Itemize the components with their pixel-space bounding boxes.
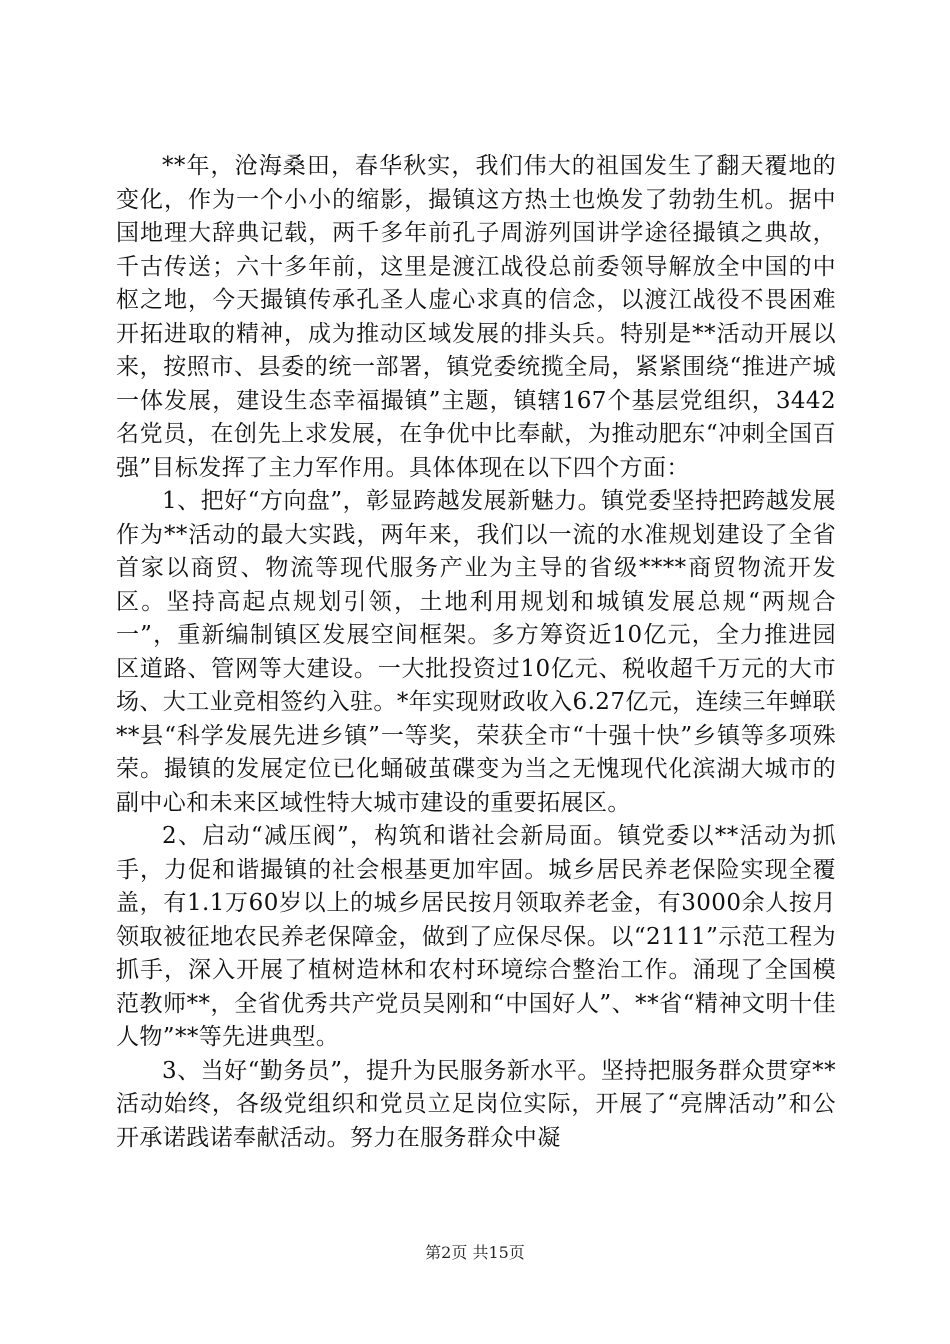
paragraph-section-3: 3、当好“勤务员”，提升为民服务新水平。坚持把服务群众贯穿**活动始终，各级党组织和党员立足岗位实际，开展了“亮牌活动”和公开承诺践诺奉献活动。努力在服务群众中凝 (116, 1057, 836, 1151)
paragraph-intro: **年，沧海桑田，春华秋实，我们伟大的祖国发生了翻天覆地的变化，作为一个小小的缩影，撮镇这方热土也焕发了勃勃生机。据中国地理大辞典记载，两千多年前孔子周游列国讲学途径撮镇之典故，千古传送；六十多年前，这里是渡江战役总前委领导解放全中国的中枢之地，今天撮镇传承孔圣人虚心求真的信念，以渡江战役不畏困难开拓进取的精神，成为推动区域发展的排头兵。特别是**活动开展以来，按照市、县委的统一部署，镇党委统揽全局，紧紧围绕“推进产城一体发展，建设生态幸福撮镇”主题，镇辖167个基层党组织，3442名党员，在创先上求发展，在争优中比奉献，为推动肥东“冲刺全国百强”目标发挥了主力军作用。具体体现在以下四个方面： (116, 153, 836, 481)
paragraph-section-1: 1、把好“方向盘”，彰显跨越发展新魅力。镇党委坚持把跨越发展作为**活动的最大实践，两年来，我们以一流的水准规划建设了全省首家以商贸、物流等现代服务产业为主导的省级****商贸物流开发区。坚持高起点规划引领，土地利用规划和城镇发展总规“两规合一”，重新编制镇区发展空间框架。多方筹资近10亿元，全力推进园区道路、管网等大建设。一大批投资过10亿元、税收超千万元的大市场、大工业竞相签约入驻。*年实现财政收入6.27亿元，连续三年蝉联**县“科学发展先进乡镇”一等奖，荣获全市“十强十快”乡镇等多项殊荣。撮镇的发展定位已化蛹破茧碟变为当之无愧现代化滨湖大城市的副中心和未来区域性特大城市建设的重要拓展区。 (116, 488, 836, 816)
paragraph-section-2: 2、启动“减压阀”，构筑和谐社会新局面。镇党委以**活动为抓手，力促和谐撮镇的社会根基更加牢固。城乡居民养老保险实现全覆盖，有1.1万60岁以上的城乡居民按月领取养老金，有3000余人按月领取被征地农民养老保障金，做到了应保尽保。以“2111”示范工程为抓手，深入开展了植树造林和农村环境综合整治工作。涌现了全国模范教师**，全省优秀共产党员吴刚和“中国好人”、**省“精神文明十佳人物”**等先进典型。 (116, 823, 836, 1050)
document-body (116, 150, 836, 1155)
page-footer: 第2页 共15页 (425, 1243, 525, 1262)
